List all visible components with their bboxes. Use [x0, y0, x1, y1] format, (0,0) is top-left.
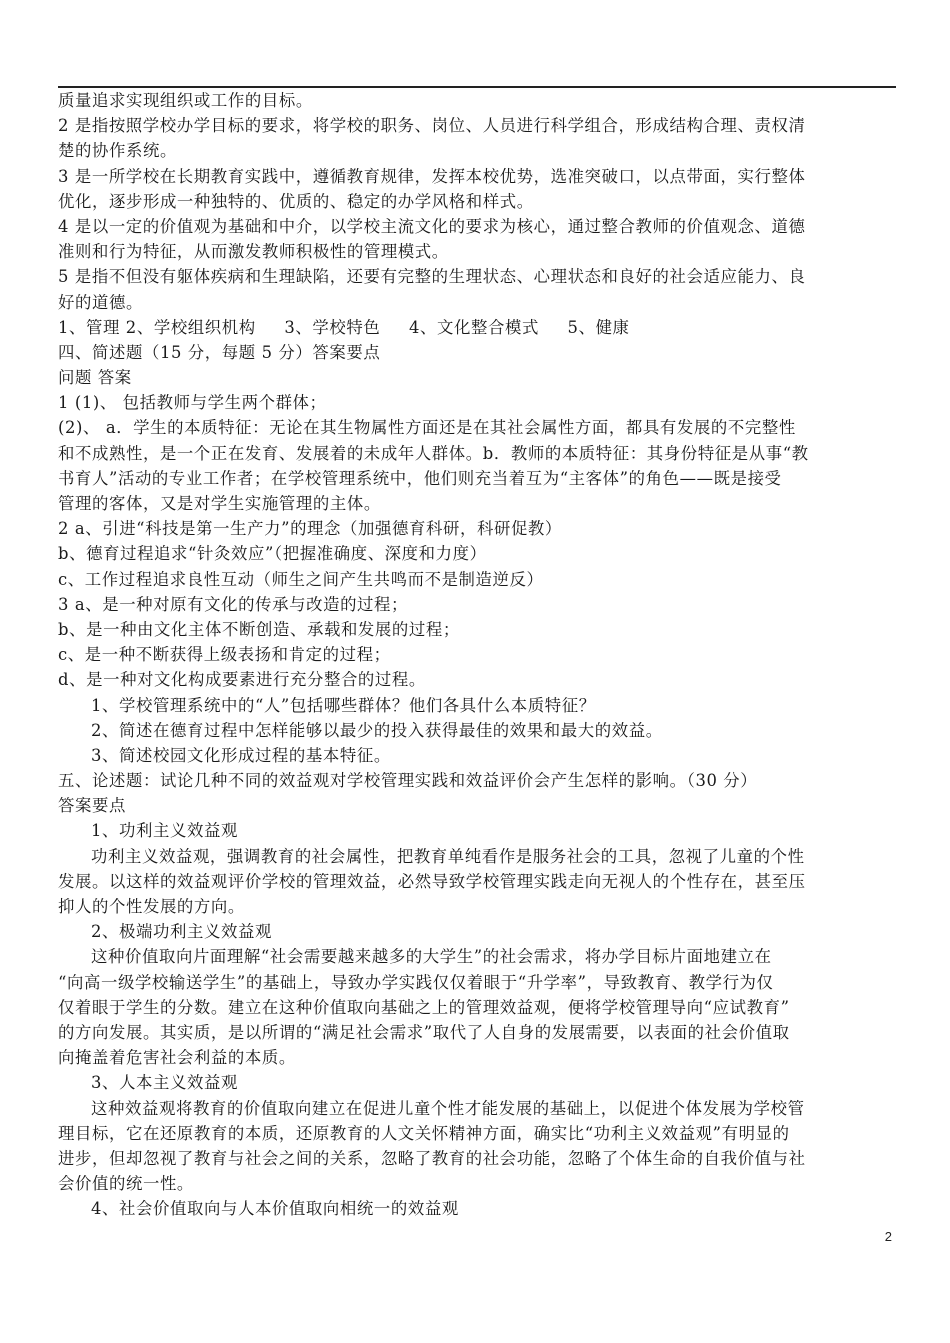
text-line: 3 是一所学校在长期教育实践中，遵循教育规律，发挥本校优势，选准突破口，以点带面，实行整体	[58, 166, 806, 186]
text-line: 4、社会价值取向与人本价值取向相统一的效益观	[91, 1199, 459, 1219]
text-line: 进步，但却忽视了教育与社会之间的关系，忽略了教育的社会功能，忽略了个体生命的自我价值与社	[58, 1148, 806, 1168]
text-line: 2、极端功利主义效益观	[91, 922, 272, 942]
section-4-title: 四、简述题（15 分，每题 5 分）答案要点	[58, 342, 381, 362]
section-5-body	[58, 818, 898, 1221]
text-line: d、是一种对文化构成要素进行充分整合的过程。	[58, 670, 426, 690]
page-number: 2	[884, 1229, 892, 1244]
text-line: 向掩盖着危害社会利益的本质。	[58, 1048, 296, 1068]
text-line: 和不成熟性，是一个正在发育、发展着的未成年人群体。b．教师的本质特征：其身份特征是从事“教	[58, 443, 809, 463]
question-item: 3、简述校园文化形成过程的基本特征。	[91, 745, 391, 765]
text-line: 抑人的个性发展的方向。	[58, 897, 245, 916]
text-line: 1、功利主义效益观	[91, 821, 238, 841]
text-line: c、是一种不断获得上级表扬和肯定的过程；	[58, 645, 391, 665]
text-line: 1 (1)、 包括教师与学生两个群体；	[58, 393, 327, 413]
text-line: 仅着眼于学生的分数。建立在这种价值取向基础之上的管理效益观，便将学校管理导向“应试教育”	[58, 997, 790, 1017]
text-line: 会价值的统一性。	[58, 1174, 194, 1194]
text-line: “向高一级学校输送学生”的基础上，导致办学实践仅仅着眼于“升学率”，导致教育、教学行为仅	[58, 972, 774, 992]
text-line: 这种价值取向片面理解“社会需要越来越多的大学生”的社会需求，将办学目标片面地建立在	[91, 947, 772, 967]
text-line: 楚的协作系统。	[58, 141, 177, 161]
text-line: 管理的客体，又是对学生实施管理的主体。	[58, 494, 381, 513]
text-line: 好的道德。	[58, 292, 143, 312]
text-line: 理目标，它在还原教育的本质，还原教育的人文关怀精神方面，确实比“功利主义效益观”有明显的	[58, 1123, 790, 1143]
question-item: 2、简述在德育过程中怎样能够以最少的投入获得最佳的效果和最大的效益。	[91, 720, 663, 740]
text-line: 2 a、引进“科技是第一生产力”的理念（加强德育科研，科研促教）	[58, 519, 562, 539]
text-line: 5 是指不但没有躯体疾病和生理缺陷，还要有完整的生理状态、心理状态和良好的社会适应能力、良	[58, 267, 806, 287]
text-line: 发展。以这样的效益观评价学校的管理效益，必然导致学校管理实践走向无视人的个性存在，甚至压	[58, 871, 806, 891]
text-line: 的方向发展。其实质，是以所谓的“满足社会需求”取代了人自身的发展需要，以表面的社会价值取	[58, 1022, 790, 1042]
question-item: 1、学校管理系统中的“人”包括哪些群体？他们各具什么本质特征？	[91, 695, 596, 715]
text-line: 3 a、是一种对原有文化的传承与改造的过程；	[58, 594, 409, 614]
text-line: b、德育过程追求“针灸效应”（把握准确度、深度和力度）	[58, 544, 487, 564]
text-line: c、工作过程追求良性互动（师生之间产生共鸣而不是制造逆反）	[58, 569, 544, 589]
text-line: 3、人本主义效益观	[91, 1073, 238, 1093]
text-line: 2 是指按照学校办学目标的要求，将学校的职务、岗位、人员进行科学组合，形成结构合理、责权清	[58, 116, 806, 136]
section-5-title: 五、论述题：试论几种不同的效益观对学校管理实践和效益评价会产生怎样的影响。（30 分）	[58, 771, 758, 791]
text-line: 这种效益观将教育的价值取向建立在促进儿童个性才能发展的基础上，以促进个体发展为学校管	[91, 1098, 805, 1118]
question-answer-header: 问题 答案	[58, 368, 132, 388]
text-line: (2)、 a．学生的本质特征：无论在其生物属性方面还是在其社会属性方面，都具有发展的不完整性	[58, 418, 796, 438]
answer-summary-line: 1、管理 2、学校组织机构 3、学校特色 4、文化整合模式 5、健康	[58, 317, 630, 337]
text-line: b、是一种由文化主体不断创造、承载和发展的过程；	[58, 619, 460, 639]
text-line: 功利主义效益观，强调教育的社会属性，把教育单纯看作是服务社会的工具，忽视了儿童的个性	[91, 846, 805, 866]
text-line: 准则和行为特征，从而激发教师积极性的管理模式。	[58, 242, 449, 262]
text-line: 优化，逐步形成一种独特的、优质的、稳定的办学风格和样式。	[58, 191, 534, 211]
section-5-answer-heading: 答案要点	[58, 796, 126, 816]
text-line: 4 是以一定的价值观为基础和中介，以学校主流文化的要求为核心，通过整合教师的价值观念、道德	[58, 216, 806, 236]
document-body	[58, 88, 898, 1221]
text-line: 书育人”活动的专业工作者；在学校管理系统中，他们则充当着互为“主客体”的角色——既是接受	[58, 468, 782, 488]
text-line: 质量追求实现组织或工作的目标。	[58, 91, 313, 110]
